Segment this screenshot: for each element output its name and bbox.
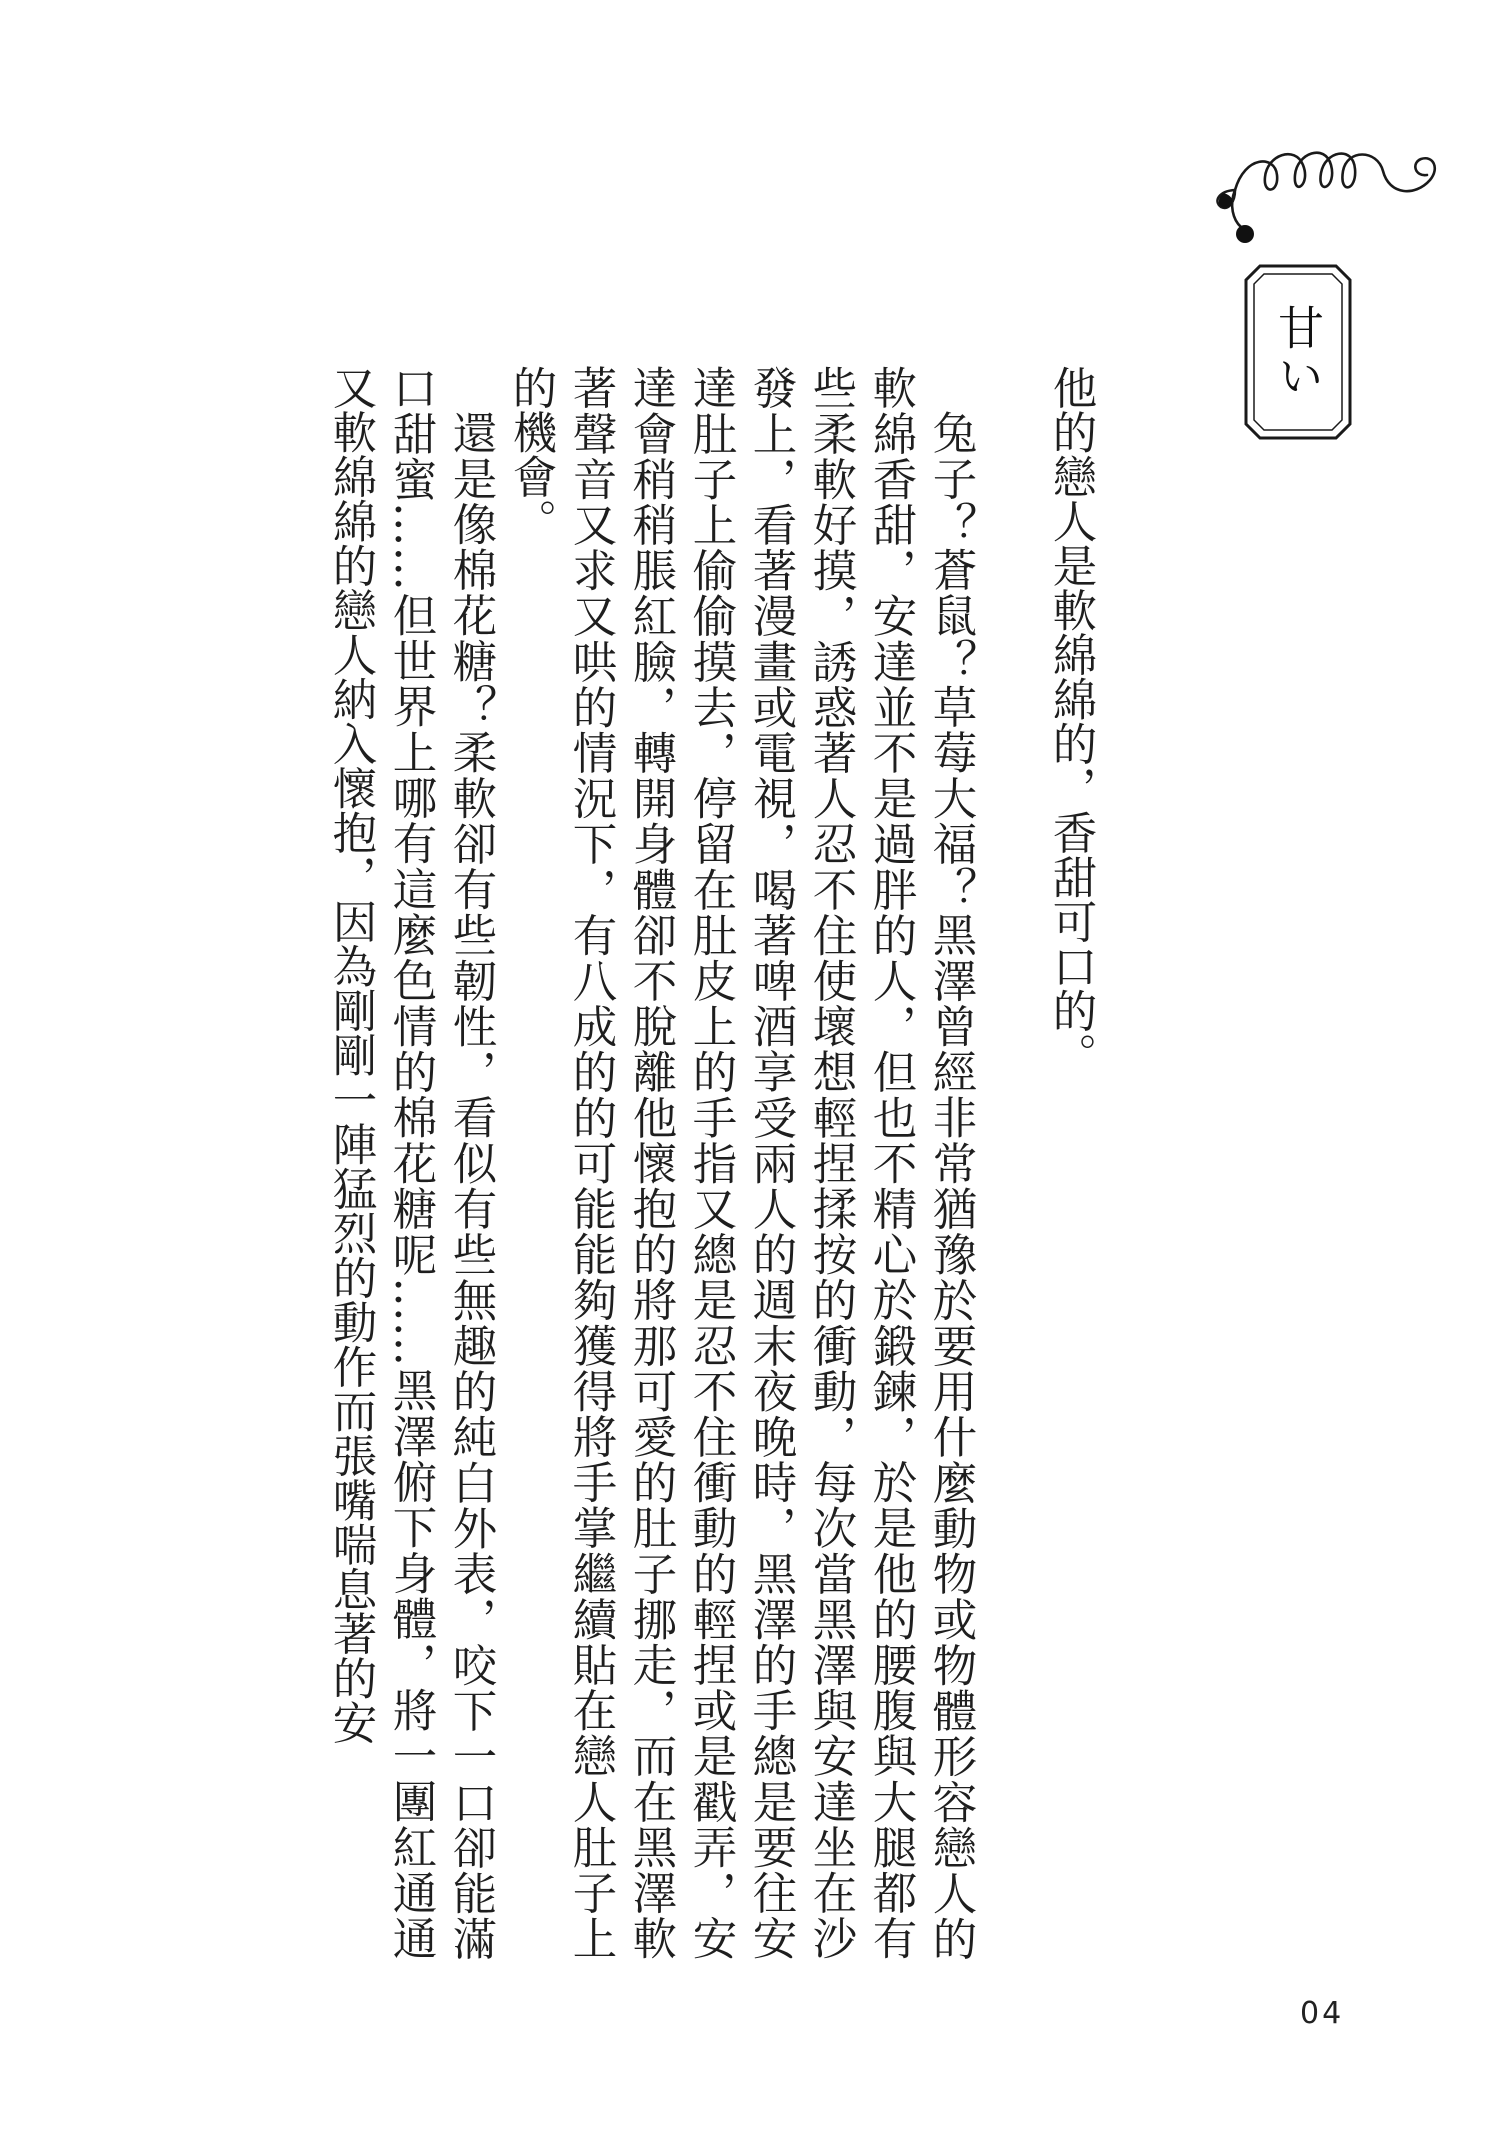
body-text: [320, 365, 1100, 1960]
paragraph: 還是像棉花糖？柔軟卻有些韌性，看似有些無趣的純白外表，咬下一口卻能滿口甜蜜……但世界上哪有這麼色情的棉花糖呢……黑澤俯下身體，將一團紅通通又軟綿綿的戀人納入懷抱，因為剛剛一陣猛烈的動作而張嘴喘息著的安: [325, 365, 496, 1960]
chapter-title: 甘い: [1271, 304, 1325, 400]
paragraph: 兔子？蒼鼠？草莓大福？黑澤曾經非常猶豫於要用什麼動物或物體形容戀人的軟綿香甜，安達並不是過胖的人，但也不精心於鍛鍊，於是他的腰腹與大腿都有些柔軟好摸，誘惑著人忍不住使壞想輕捏揉按的衝動，每次當黑澤與安達坐在沙發上，看著漫畫或電視，喝著啤酒享受兩人的週末夜晚時，黑澤的手總是要往安達肚子上偷偷摸去，停留在肚皮上的手指又總是忍不住衝動的輕捏或是戳弄，安達會稍稍脹紅臉，轉開身體卻不脫離他懷抱的將那可愛的肚子挪走，而在黑澤軟著聲音又求又哄的情況下，有八成的的可能能夠獲得將手掌繼續貼在戀人肚子上的機會。: [505, 365, 976, 1960]
opening-line: 他的戀人是軟綿綿的，香甜可口的。: [1045, 365, 1096, 1077]
page-number: 04: [1300, 1996, 1345, 2031]
vine-ornament-icon: [1215, 135, 1465, 245]
